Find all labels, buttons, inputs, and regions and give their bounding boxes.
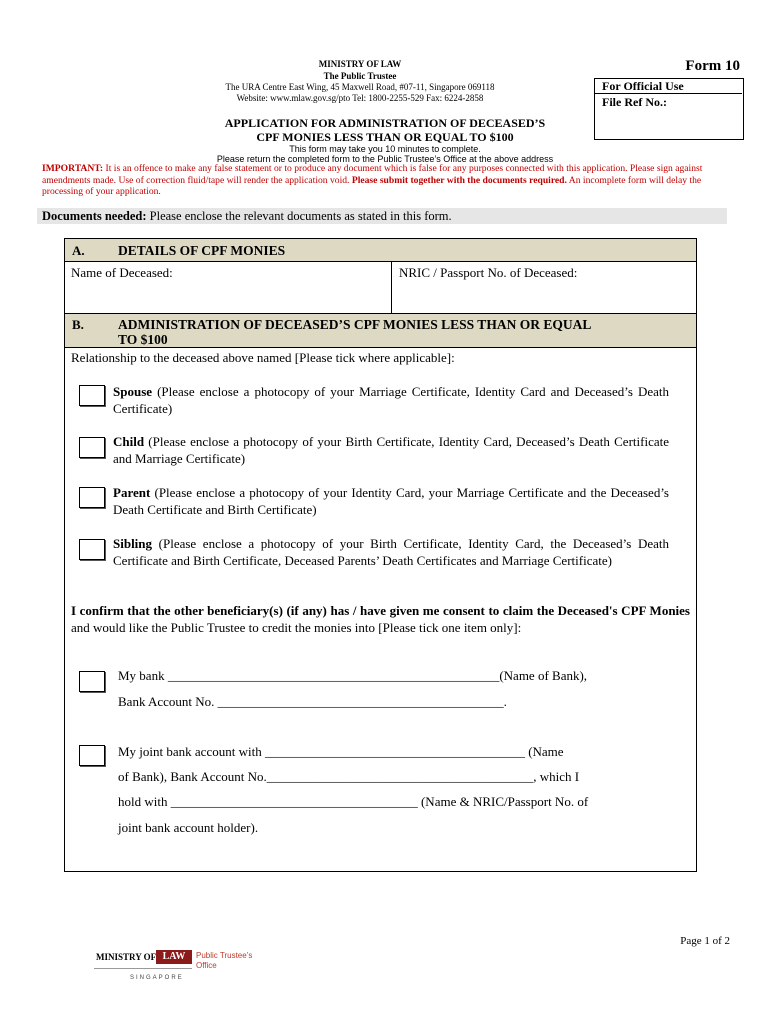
parent-text: (Please enclose a photocopy of your Identity Card, your Marriage Certificate and the Deceased’s Death Certificate and Birth Certificate): [113, 485, 669, 517]
logo-sub-text: [196, 951, 252, 971]
office-contact: Website: www.mlaw.gov.sg/pto Tel: 1800-2255-529 Fax: 6224-2858: [236, 93, 484, 103]
sibling-text: (Please enclose a photocopy of your Birth Certificate, Identity Card, the Deceased’s Death Certificate and Birth Certificate, Deceased Parents’ Death Certificates and Marriage Certificate): [113, 536, 669, 568]
important-text: It is an offence to make any false statement or to produce any document which is false for any purposes connected with this application. Please sign against amendments made. Use of correction fluid/tape will render the application void.: [42, 163, 703, 186]
joint-holder-text: joint bank account holder).: [118, 820, 259, 835]
section-b-title-line1: ADMINISTRATION OF DECEASED’S CPF MONIES LESS THAN OR EQUAL: [118, 317, 592, 332]
logo-ministry-text: MINISTRY OF: [96, 952, 157, 962]
section-a-column-divider: [391, 262, 392, 313]
spouse-option: [113, 383, 669, 417]
spouse-checkbox[interactable]: [79, 385, 105, 406]
return-note: Please return the completed form to the Public Trustee’s Office at the above address: [216, 154, 554, 164]
logo-law-text: LAW: [156, 950, 192, 964]
important-text-end: An incomplete form will delay the processing of your application.: [42, 174, 702, 197]
form-title-line2: CPF MONIES LESS THAN OR EQUAL TO $100: [256, 130, 514, 144]
spouse-label: Spouse: [113, 384, 153, 399]
office-address: The URA Centre East Wing, 45 Maxwell Road, #07-11, Singapore 069118: [225, 82, 495, 92]
section-b-top-divider: [65, 313, 696, 314]
consent-text: and would like the Public Trustee to credit the monies into [Please tick one item only]:: [71, 620, 522, 635]
child-label: Child: [113, 434, 145, 449]
logo-rule: [94, 968, 192, 969]
parent-checkbox[interactable]: [79, 487, 105, 508]
ministry-name: MINISTRY OF LAW: [318, 59, 402, 69]
trustee-name: The Public Trustee: [323, 71, 397, 81]
documents-label: Documents needed:: [42, 209, 147, 223]
my-bank-checkbox[interactable]: [79, 671, 105, 692]
sibling-checkbox[interactable]: [79, 539, 105, 560]
documents-needed: [42, 209, 452, 224]
page-number: Page 1 of 2: [680, 935, 730, 947]
important-bold-text: Please submit together with the documents required.: [351, 174, 567, 186]
spouse-text: (Please enclose a photocopy of your Marriage Certificate, Identity Card and Deceased’s Death Certificate): [113, 384, 669, 416]
important-notice: [42, 163, 742, 198]
logo-singapore-text: SINGAPORE: [130, 975, 184, 981]
section-b-letter: B.: [72, 317, 84, 332]
relationship-instruction: Relationship to the deceased above named [Please tick where applicable]:: [71, 350, 455, 365]
section-a-title: DETAILS OF CPF MONIES: [118, 243, 286, 258]
deceased-name-field[interactable]: Name of Deceased:: [71, 265, 173, 280]
file-ref-label: File Ref No.:: [602, 95, 667, 109]
child-text: (Please enclose a photocopy of your Birth Certificate, Identity Card, Deceased’s Death Certificate and Marriage Certificate): [113, 434, 669, 466]
joint-holder-field[interactable]: hold with ______________________________________ (Name & NRIC/Passport No. of: [118, 794, 589, 809]
time-note: This form may take you 10 minutes to complete.: [289, 144, 481, 154]
important-label: IMPORTANT:: [42, 163, 104, 174]
parent-label: Parent: [113, 485, 151, 500]
sibling-label: Sibling: [113, 536, 153, 551]
sibling-option: [113, 535, 669, 569]
joint-account-checkbox[interactable]: [79, 745, 105, 766]
section-a-letter: A.: [72, 243, 85, 258]
section-b-title-line2: TO $100: [118, 332, 168, 347]
bank-account-field[interactable]: Bank Account No. ____________________________________________.: [118, 694, 507, 709]
official-use-label: For Official Use: [602, 79, 684, 93]
section-a-divider: [65, 261, 696, 262]
deceased-nric-field[interactable]: NRIC / Passport No. of Deceased:: [399, 265, 578, 280]
documents-text: Please enclose the relevant documents as stated in this form.: [146, 209, 452, 223]
joint-bank-name-field[interactable]: My joint bank account with ________________________________________ (Name: [118, 744, 564, 759]
joint-account-number-field[interactable]: of Bank), Bank Account No._________________________________________, which I: [118, 769, 580, 784]
child-checkbox[interactable]: [79, 437, 105, 458]
form-number: Form 10: [685, 58, 740, 74]
consent-statement: [71, 602, 690, 636]
bank-name-field[interactable]: My bank ___________________________________________________(Name of Bank),: [118, 668, 588, 683]
child-option: [113, 433, 669, 467]
consent-bold: I confirm that the other beneficiary(s) (if any) has / have given me consent to claim the Deceased's CPF Monies: [71, 603, 690, 618]
form-title-line1: APPLICATION FOR ADMINISTRATION OF DECEASED’S: [224, 116, 546, 130]
logo-sub-line2: Office: [196, 961, 217, 970]
parent-option: [113, 484, 669, 518]
logo-sub-line1: Public Trustee’s: [196, 951, 253, 960]
